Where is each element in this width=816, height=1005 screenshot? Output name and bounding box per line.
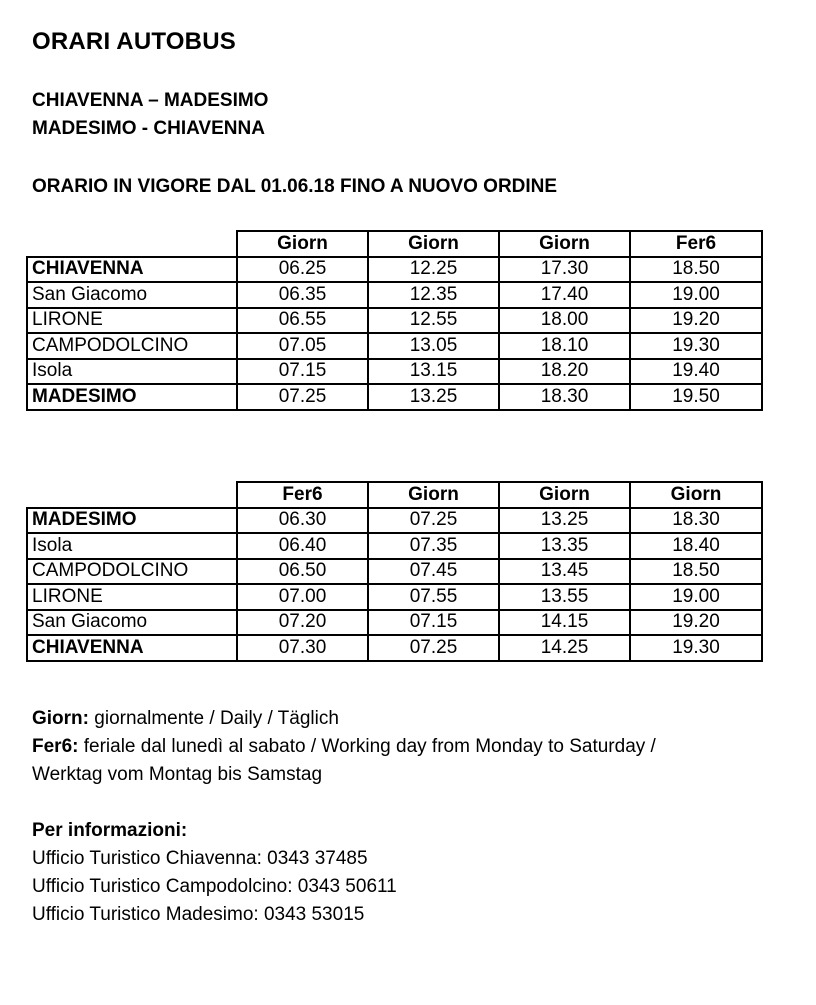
departure-time: 19.20 [630, 308, 762, 334]
departure-time: 18.00 [499, 308, 630, 334]
departure-time: 07.00 [237, 584, 368, 610]
timetable-header-row [27, 231, 762, 257]
departure-time: 18.20 [499, 359, 630, 385]
info-line: Ufficio Turistico Madesimo: 0343 53015 [32, 904, 365, 925]
column-header: Giorn [499, 231, 630, 257]
route-outbound: CHIAVENNA – MADESIMO [32, 90, 269, 111]
timetable-return [26, 481, 763, 662]
legend-giorn [32, 708, 339, 730]
departure-time: 13.05 [368, 333, 499, 359]
info-line: Ufficio Turistico Campodolcino: 0343 50611 [32, 876, 397, 897]
departure-time: 07.35 [368, 533, 499, 559]
table-row [27, 559, 762, 585]
departure-time: 18.10 [499, 333, 630, 359]
departure-time: 18.40 [630, 533, 762, 559]
column-header: Giorn [237, 231, 368, 257]
legend-key: Fer6: [32, 736, 79, 757]
departure-time: 18.50 [630, 559, 762, 585]
departure-time: 19.40 [630, 359, 762, 385]
page-title: ORARI AUTOBUS [32, 28, 236, 55]
header-blank-cell [27, 482, 237, 508]
stop-name: MADESIMO [27, 508, 237, 534]
departure-time: 07.20 [237, 610, 368, 636]
column-header: Fer6 [237, 482, 368, 508]
table-row [27, 359, 762, 385]
departure-time: 13.55 [499, 584, 630, 610]
departure-time: 07.05 [237, 333, 368, 359]
table-row [27, 384, 762, 410]
info-line: Ufficio Turistico Chiavenna: 0343 37485 [32, 848, 368, 869]
timetable-outbound [26, 230, 763, 411]
departure-time: 19.00 [630, 282, 762, 308]
departure-time: 07.55 [368, 584, 499, 610]
stop-name: CAMPODOLCINO [27, 559, 237, 585]
departure-time: 14.15 [499, 610, 630, 636]
table-row [27, 333, 762, 359]
departure-time: 18.30 [630, 508, 762, 534]
departure-time: 07.45 [368, 559, 499, 585]
stop-name: CHIAVENNA [27, 257, 237, 283]
legend-fer6-continued: Werktag vom Montag bis Samstag [32, 764, 323, 785]
table-row [27, 533, 762, 559]
departure-time: 07.25 [237, 384, 368, 410]
table-row [27, 257, 762, 283]
table-row [27, 282, 762, 308]
departure-time: 06.25 [237, 257, 368, 283]
departure-time: 19.20 [630, 610, 762, 636]
legend-key: Giorn: [32, 708, 89, 729]
departure-time: 18.50 [630, 257, 762, 283]
legend-text: feriale dal lunedì al sabato / Working day from Monday to Saturday / [78, 736, 656, 757]
column-header: Giorn [368, 231, 499, 257]
legend-fer6 [32, 736, 656, 758]
stop-name: LIRONE [27, 584, 237, 610]
legend-text: giornalmente / Daily / Täglich [89, 708, 339, 729]
stop-name: Isola [27, 533, 237, 559]
departure-time: 13.15 [368, 359, 499, 385]
column-header: Giorn [499, 482, 630, 508]
route-return: MADESIMO - CHIAVENNA [32, 118, 265, 139]
departure-time: 06.55 [237, 308, 368, 334]
departure-time: 07.25 [368, 635, 499, 661]
column-header: Giorn [630, 482, 762, 508]
departure-time: 06.50 [237, 559, 368, 585]
departure-time: 14.25 [499, 635, 630, 661]
departure-time: 17.40 [499, 282, 630, 308]
table-row [27, 635, 762, 661]
departure-time: 06.35 [237, 282, 368, 308]
stop-name: Isola [27, 359, 237, 385]
stop-name: LIRONE [27, 308, 237, 334]
departure-time: 07.25 [368, 508, 499, 534]
stop-name: CHIAVENNA [27, 635, 237, 661]
departure-time: 07.15 [368, 610, 499, 636]
departure-time: 19.30 [630, 333, 762, 359]
departure-time: 17.30 [499, 257, 630, 283]
departure-time: 19.00 [630, 584, 762, 610]
departure-time: 18.30 [499, 384, 630, 410]
departure-time: 07.15 [237, 359, 368, 385]
info-heading: Per informazioni: [32, 820, 188, 841]
table-row [27, 508, 762, 534]
table-row [27, 308, 762, 334]
validity-notice: ORARIO IN VIGORE DAL 01.06.18 FINO A NUOVO ORDINE [32, 176, 558, 197]
departure-time: 12.55 [368, 308, 499, 334]
departure-time: 19.50 [630, 384, 762, 410]
departure-time: 13.25 [368, 384, 499, 410]
departure-time: 12.25 [368, 257, 499, 283]
column-header: Giorn [368, 482, 499, 508]
header-blank-cell [27, 231, 237, 257]
departure-time: 19.30 [630, 635, 762, 661]
departure-time: 07.30 [237, 635, 368, 661]
departure-time: 06.30 [237, 508, 368, 534]
table-row [27, 610, 762, 636]
column-header: Fer6 [630, 231, 762, 257]
departure-time: 13.25 [499, 508, 630, 534]
departure-time: 06.40 [237, 533, 368, 559]
departure-time: 13.45 [499, 559, 630, 585]
table-row [27, 584, 762, 610]
stop-name: CAMPODOLCINO [27, 333, 237, 359]
departure-time: 12.35 [368, 282, 499, 308]
departure-time: 13.35 [499, 533, 630, 559]
stop-name: San Giacomo [27, 282, 237, 308]
timetable-header-row [27, 482, 762, 508]
stop-name: MADESIMO [27, 384, 237, 410]
stop-name: San Giacomo [27, 610, 237, 636]
